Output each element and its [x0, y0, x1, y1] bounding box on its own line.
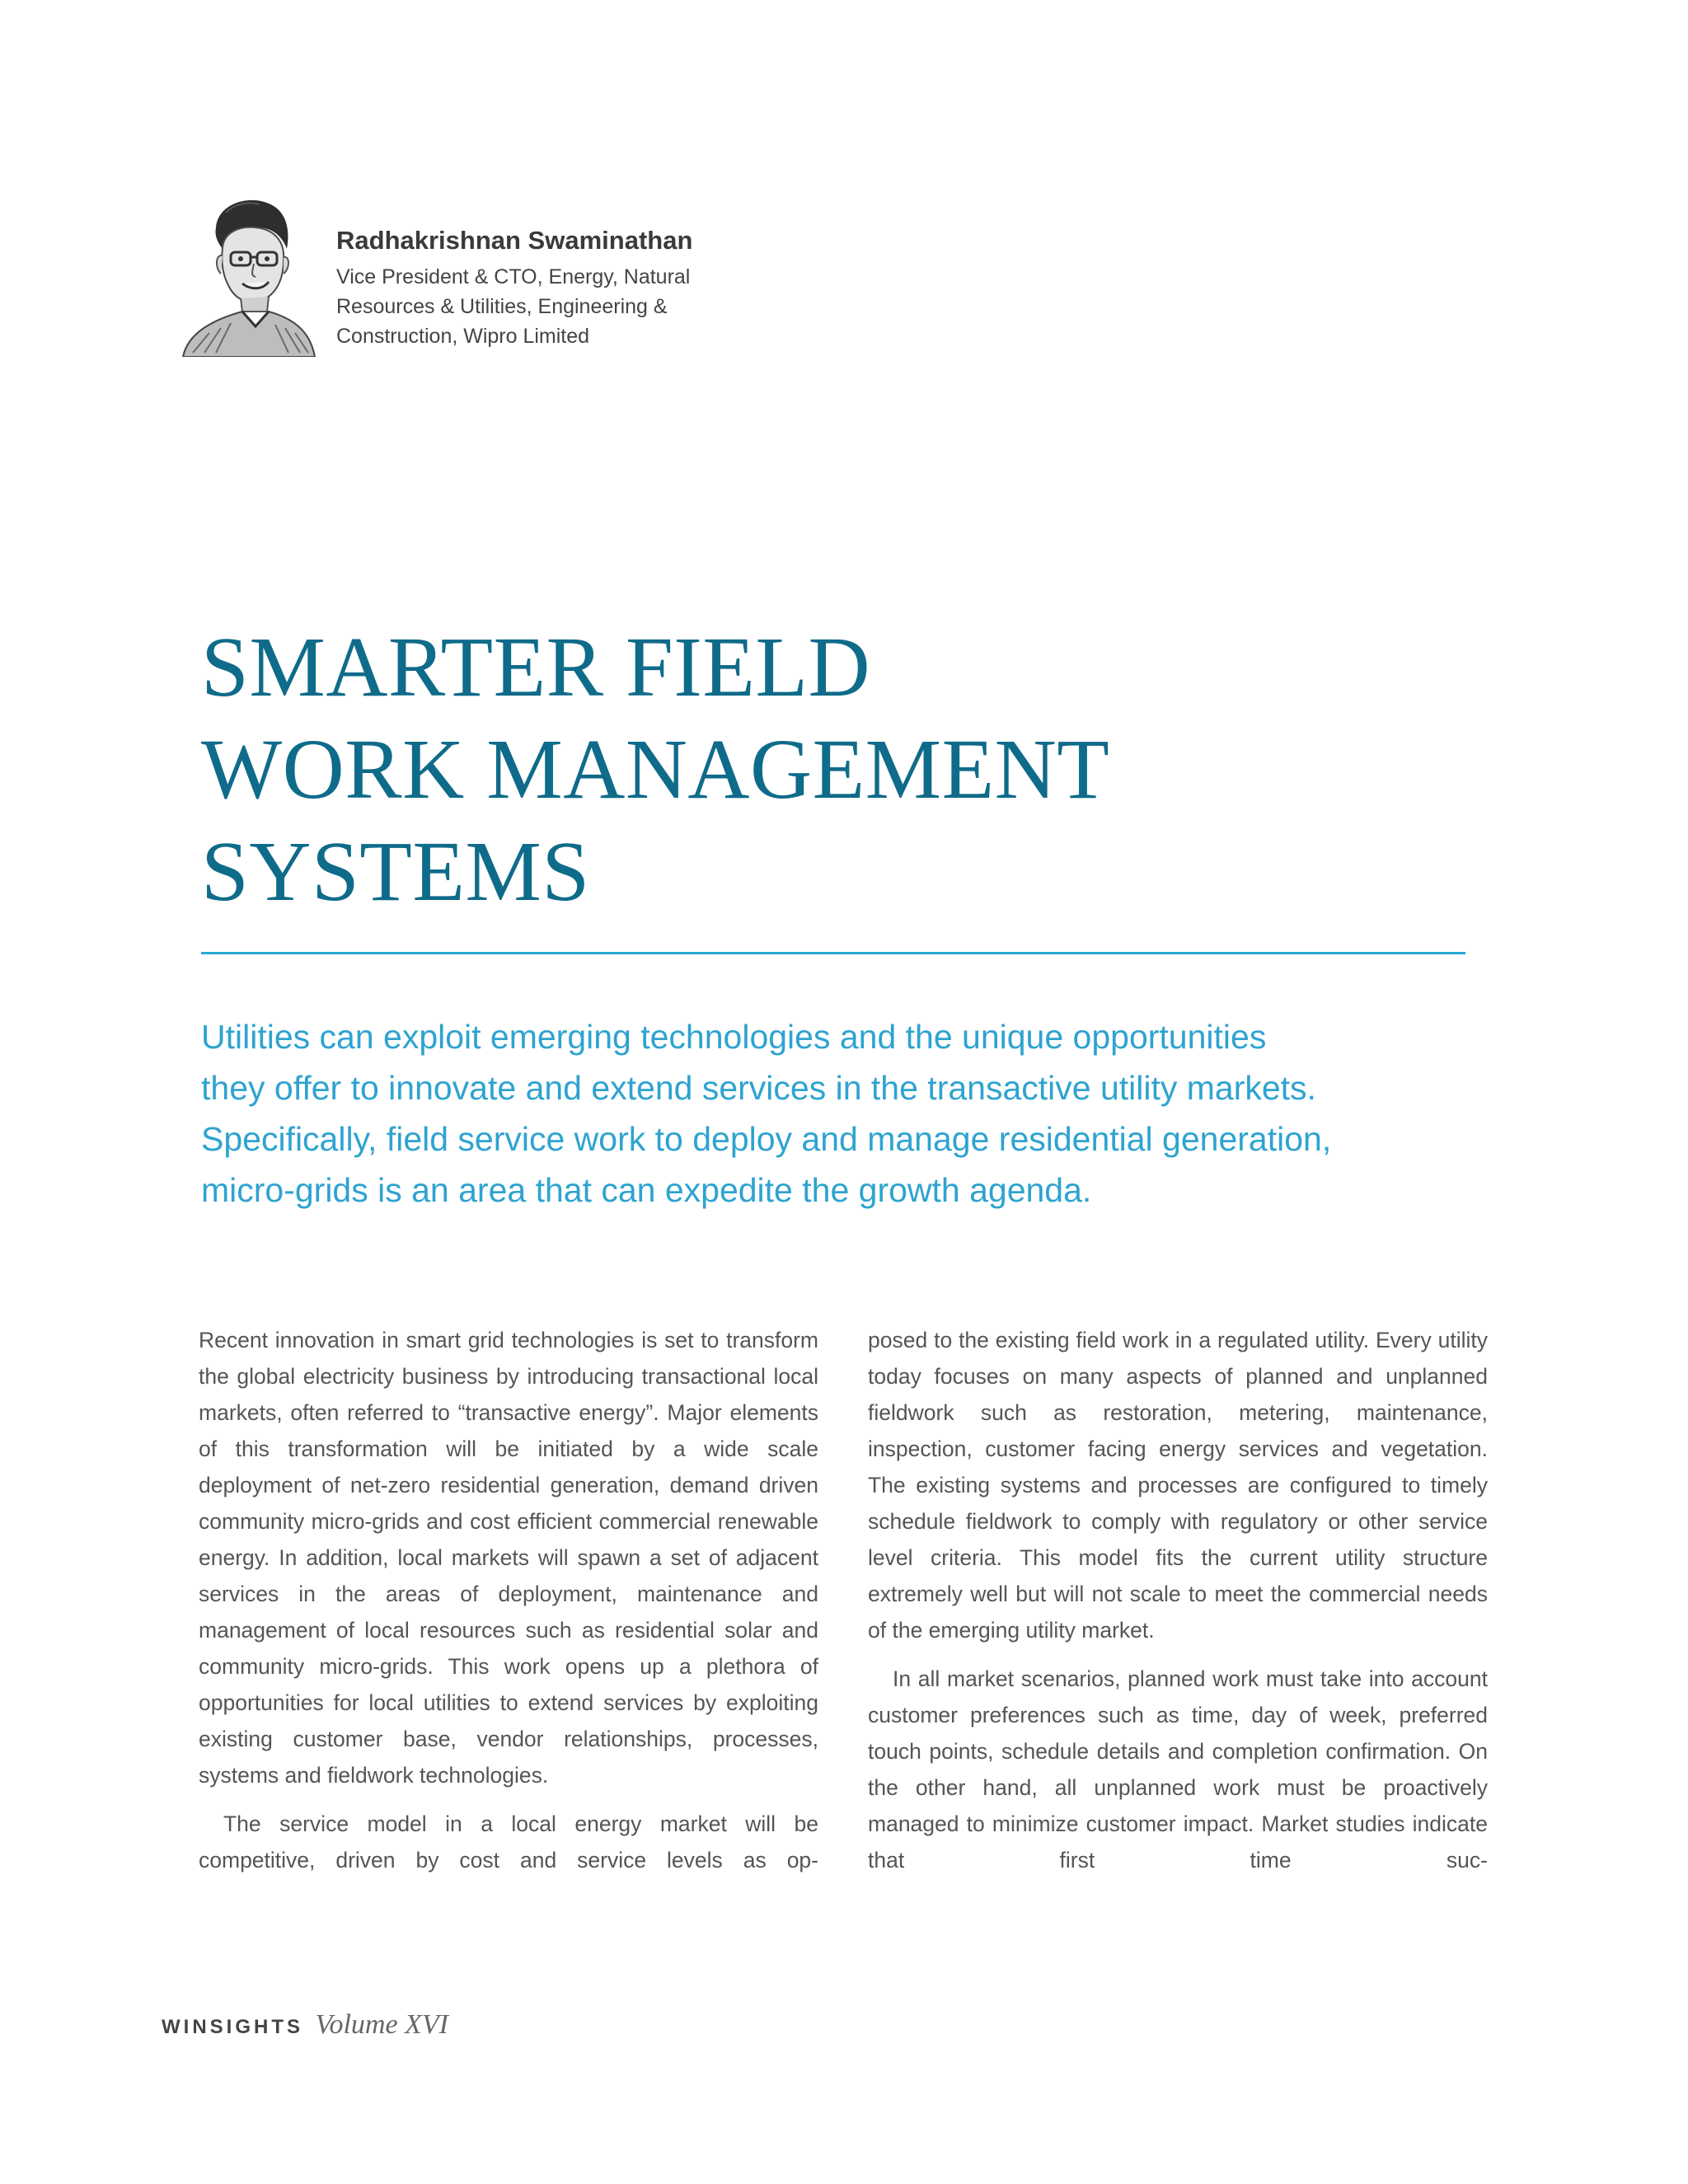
author-name: Radhakrishnan Swaminathan	[336, 226, 693, 255]
page-footer	[162, 2009, 448, 2041]
title-divider	[201, 952, 1465, 954]
lead-line: Utilities can exploit emerging technologies and the unique opportunities	[201, 1018, 1267, 1056]
author-title	[336, 262, 765, 351]
article-lead	[201, 1011, 1487, 1216]
lead-line: they offer to innovate and extend services in the transactive utility markets.	[201, 1069, 1316, 1107]
article-title-line: SMARTER FIELD	[201, 620, 871, 715]
article-title	[201, 616, 1487, 923]
author-portrait	[176, 188, 316, 357]
article-title-line: SYSTEMS	[201, 824, 590, 919]
body-paragraph: Recent innovation in smart grid technologies is set to transform the global electricity business by introducing transactional local markets, often referred to “transactive energy”. Major elements of this transformation will be initiated by a wide scale deployment of net-zero residential generation, demand driven community micro-grids and cost efficient commercial renewable energy. In addition, local markets will spawn a set of adjacent services in the areas of deployment, maintenance and management of local resources such as residential solar and community micro-grids. This work opens up a plethora of opportunities for local utilities to extend services by exploiting existing customer base, vendor relationships, processes, systems and fieldwork technologies.	[199, 1328, 818, 1788]
author-byline	[336, 224, 765, 351]
publication-volume: Volume XVI	[315, 2009, 448, 2040]
lead-line: micro-grids is an area that can expedite the growth agenda.	[201, 1171, 1092, 1209]
body-column-left	[199, 1322, 818, 1878]
body-paragraph: In all market scenarios, planned work must take into account customer preferences such as time, day of week, preferred touch points, schedule details and completion confirmation. On the other hand, all unplanned work must be proactively managed to minimize customer impact. Market studies indicate that first time suc-	[868, 1666, 1488, 1872]
publication-name: WINSIGHTS	[162, 2016, 303, 2038]
body-paragraph: posed to the existing field work in a regulated utility. Every utility today focuses on many aspects of planned and unplanned fieldwork such as restoration, metering, maintenance, inspection, customer facing energy services and vegetation. The existing systems and processes are configured to timely schedule fieldwork to comply with regulatory or other service level criteria. This model fits the current utility structure extremely well but will not scale to meet the commercial needs of the emerging utility market.	[868, 1328, 1488, 1643]
author-title-line: Construction, Wipro Limited	[336, 325, 590, 348]
article-title-line: WORK MANAGEMENT	[201, 722, 1110, 817]
body-column-right	[868, 1322, 1488, 1878]
author-title-line: Vice President & CTO, Energy, Natural	[336, 265, 691, 288]
lead-line: Specifically, field service work to deploy and manage residential generation,	[201, 1120, 1332, 1158]
author-title-line: Resources & Utilities, Engineering &	[336, 295, 668, 318]
body-paragraph: The service model in a local energy market will be competitive, driven by cost and service levels as op-	[199, 1811, 818, 1872]
